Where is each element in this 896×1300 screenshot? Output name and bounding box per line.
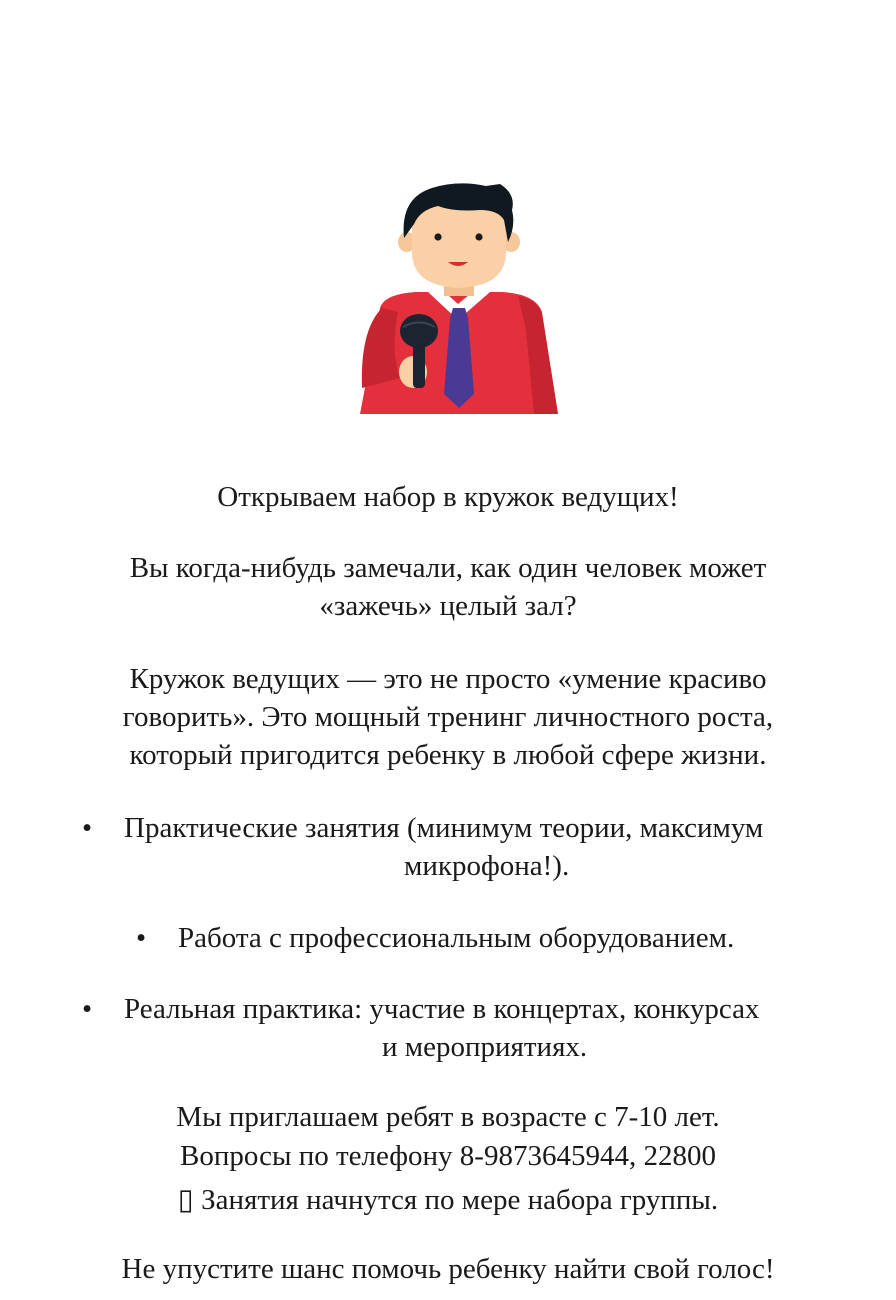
bullet-text: Работа с профессиональным оборудованием. — [178, 922, 735, 954]
description-line: говорить». Это мощный тренинг личностного роста, — [122, 701, 774, 733]
intro-line: Вы когда-нибудь замечали, как один человек может — [129, 552, 767, 584]
placeholder-glyph-icon: ▯ — [177, 1184, 194, 1216]
invite-text: Мы приглашаем ребят в возрасте с 7-10 лет. — [176, 1101, 720, 1133]
heading: Открываем набор в кружок ведущих! — [217, 481, 679, 513]
description-line: который пригодится ребенку в любой сфере жизни. — [129, 739, 767, 771]
start-note-text: Занятия начнутся по мере набора группы. — [201, 1184, 719, 1216]
bullet-marker: • — [82, 993, 93, 1025]
bullet-marker: • — [82, 812, 93, 844]
bullet-text: Реальная практика: участие в концертах, конкурсах — [124, 993, 760, 1025]
closing-text: Не упустите шанс помочь ребенку найти свой голос! — [121, 1253, 775, 1285]
intro-line: «зажечь» целый зал? — [319, 590, 577, 622]
start-note — [0, 1181, 896, 1219]
bullet-text: микрофона!). — [404, 850, 570, 882]
bullet-text: и мероприятиях. — [382, 1031, 588, 1063]
presenter-with-microphone-icon — [358, 180, 560, 416]
description-line: Кружок ведущих — это не просто «умение красиво — [129, 663, 767, 695]
bullet-text: Практические занятия (минимум теории, максимум — [124, 812, 764, 844]
bullet-marker: • — [136, 922, 147, 954]
contact-phone: Вопросы по телефону 8-9873645944, 22800 — [180, 1140, 716, 1172]
